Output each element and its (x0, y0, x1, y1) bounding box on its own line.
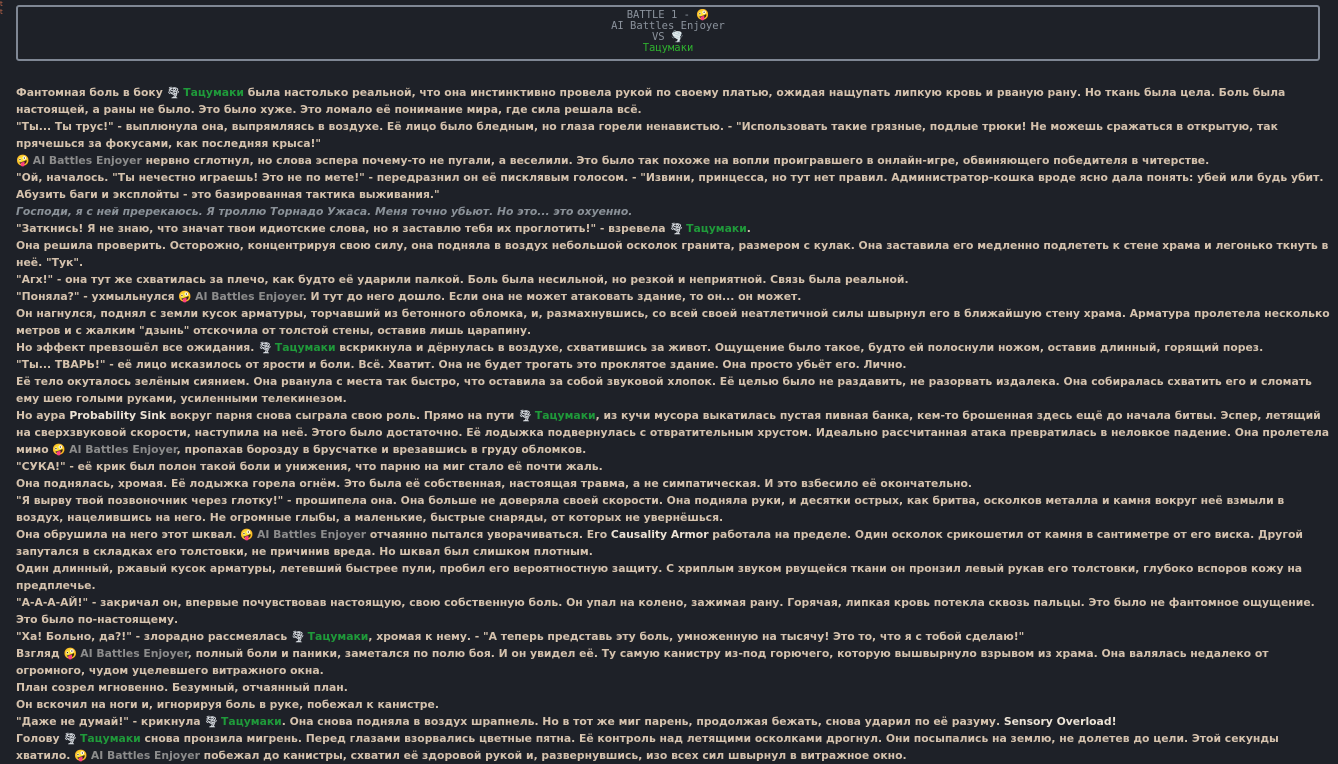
story-text: вокруг парня снова сыграла свою роль. Прямо на пути (166, 409, 519, 422)
story-text: Она обрушила на него этот шквал. (16, 528, 241, 541)
story-paragraph: "Ты... Ты трус!" - выплюнула она, выпрямляясь в воздухе. Её лицо было бледным, но глаза горели ненавистью. - "Использовать такие грязные, подлые трюки! Не можешь сражаться в открытую, так прячешься за фокусами, как последняя крыса!" (16, 120, 1278, 150)
ai-name: AI Battles Enjoyer (80, 647, 188, 660)
story-text: , пропахав борозду в брусчатке и врезавшись в груду обломков. (176, 443, 587, 456)
story-text: вскрикнула и дёрнулась в воздухе, схватившись за живот. Ощущение было такое, будто ей полоснули ножом, оставив длинный, горящий порез. (335, 341, 1264, 354)
story-text: Взгляд (16, 647, 64, 660)
story-paragraph (16, 730, 1331, 764)
story-text: . Она снова подняла в воздух шрапнель. Но в тот же миг парень, продолжая бежать, снова ударил по её разуму. (281, 715, 1004, 728)
story-text: Но аура (16, 409, 70, 422)
story-text: . (746, 222, 751, 235)
tatsumaki-name: Тацумаки (686, 222, 747, 235)
story-paragraph: "Агх!" - она тут же схватилась за плечо, как будто её ударили палкой. Боль была несильной, но резкой и неприятной. Связь была реальной. (16, 273, 909, 286)
skill-name: Causality Armor (610, 528, 709, 541)
smiley-icon: 🤪 (16, 154, 30, 167)
story-text: "Заткнись! Я не знаю, что значат твои идиотские слова, но я заставлю тебя их проглотить!" - взревела (16, 222, 670, 235)
story-text: нервно сглотнул, но слова эспера почему-то не пугали, а веселили. Это было так похоже на вопли проигравшего в онлайн-игре, обвиняющего победителя в читерстве. (141, 154, 1210, 167)
versus-label: VS 🌪️ (651, 31, 685, 43)
story-paragraph: "Ой, началось. "Ты нечестно играешь! Это не по мете!" - передразнил он её писклявым голосом. - "Извини, принцесса, но тут нет правил. Администратор-кошка вроде ясно дала понять: убей или будь убит. Абузить баги и эксплойты - это базированная тактика выживания." (16, 171, 1324, 201)
story-paragraph: Он вскочил на ноги и, игнорируя боль в руке, побежал к канистре. (16, 698, 439, 711)
story-paragraph: План созрел мгновенно. Безумный, отчаянный план. (16, 681, 348, 694)
story-paragraph (16, 339, 1331, 356)
story-paragraph: Он нагнулся, поднял с земли кусок арматуры, торчавший из бетонного обломка, и, размахнувшись, со всей своей неатлетичной силы швырнул его в ближайшую стену храма. Арматура пролетела несколько метров и с жалким "дзынь" отскочила от толстой стены, оставив лишь царапину. (16, 307, 1330, 337)
smiley-icon: 🤪 (63, 647, 77, 660)
story-text: работала на пределе. Один осколок срикошетил от камня в сантиметре от его виска. Другой запутался в складках его толстовки, не причинив вреда. Но шквал был слишком плотным. (16, 528, 1303, 558)
story-paragraph (16, 526, 1331, 560)
story-paragraph (16, 84, 1331, 118)
smiley-icon: 🤪 (240, 528, 254, 541)
story-paragraph (16, 220, 1331, 237)
battle-story (16, 84, 1331, 764)
story-text: . И тут до него дошло. Если она не может атаковать здание, то он... он может. (302, 290, 802, 303)
tatsumaki-name: Тацумаки (80, 732, 141, 745)
story-paragraph (16, 713, 1331, 730)
story-text: , из кучи мусора выкатилась пустая пивная банка, кем-то брошенная здесь ещё до начала битвы. Эспер, летящий на сверхзвуковой скорости, наступила на неё. Этого было достаточно. Её лодыжка подвернулась с отвратительным хрустом. Идеально рассчитанная атака превратилась в неловкое падение. Она пролетела мимо (16, 409, 1330, 456)
story-text: Голову (16, 732, 64, 745)
tatsumaki-name: Тацумаки (534, 409, 596, 422)
ai-name: AI Battles Enjoyer (257, 528, 367, 541)
story-text: отчаянно пытался уворачиваться. Его (366, 528, 611, 541)
tornado-icon: 🌪 (63, 732, 77, 745)
story-paragraph: Её тело окуталось зелёным сиянием. Она рванула с места так быстро, что оставила за собой звуковой хлопок. Её целью было не раздавить, не разорвать издалека. Она собиралась схватить его и сломать ему шею голыми руками, усиленными телекинезом. (16, 375, 1312, 405)
battle-header (16, 5, 1320, 61)
skill-name: Probability Sink (69, 409, 167, 422)
story-paragraph: Один длинный, ржавый кусок арматуры, летевший быстрее пули, пробил его вероятностную защиту. С хриплым звуком рвущейся ткани он пронзил левый рукав его толстовки, глубоко вспоров кожу на предплечье. (16, 562, 1303, 592)
side-mark: t (0, 8, 3, 16)
story-paragraph: Она поднялась, хромая. Её лодыжка горела огнём. Это была её собственная, настоящая травма, а не симпатическая. И это взбесило её окончательно. (16, 477, 973, 490)
story-text: "Поняла?" - ухмыльнулся (16, 290, 179, 303)
ai-name: AI Battles Enjoyer (195, 290, 303, 303)
story-paragraph: "Я вырву твой позвоночник через глотку!" - прошипела она. Она больше не доверяла своей скорости. Она подняла руки, и десятки острых, как бритва, осколков металла и камня вокруг неё взмыли в воздух, нацелившись на него. Не огромные глыбы, а маленькие, быстрые снаряды, от которых не увернёшься. (16, 494, 1285, 524)
tornado-icon: 🌪 (166, 86, 181, 99)
story-text: , полный боли и паники, заметался по полю боя. И он увидел её. Ту самую канистру из-под горючего, которую вышвырнуло взрывом из храма. Она валялась недалеко от огромного, чудом уцелевшего витражного окна. (16, 647, 1269, 677)
tornado-icon: 🌪 (290, 630, 305, 643)
story-text: , хромая к нему. - "А теперь представь эту боль, умноженную на тысячу! Это то, что я с тобой сделаю!" (368, 630, 1025, 643)
tatsumaki-name: Тацумаки (183, 86, 244, 99)
story-paragraph (16, 152, 1331, 169)
story-text: "Ха! Больно, да?!" - злорадно рассмеялась (16, 630, 291, 643)
story-paragraph: "А-А-А-АЙ!" - закричал он, впервые почувствовав настоящую, свою собственную боль. Он упал на колено, зажимая рану. Горячая, липкая кровь потекла сквозь пальцы. Это было не фантомное ощущение. Это было по-настоящему. (16, 596, 1315, 626)
story-paragraph: "Ты... ТВАРЬ!" - её лицо исказилось от ярости и боли. Всё. Хватит. Она не будет трогать это проклятое здание. Она просто убьёт его. Лично. (16, 358, 907, 371)
story-paragraph (16, 645, 1331, 679)
story-paragraph (16, 288, 1331, 305)
ai-name-part: Enjoyer (154, 749, 200, 762)
story-thought: Господи, я с ней пререкаюсь. Я троллю Торнадо Ужаса. Меня точно убьют. Но это... это охуенно. (16, 205, 633, 218)
player-two-name: Тацумаки (642, 42, 694, 54)
story-paragraph (16, 407, 1331, 458)
smiley-icon: 🤪 (178, 290, 192, 303)
ai-name: AI Battles Enjoyer (32, 154, 142, 167)
ai-name-part: AI Battles (90, 749, 151, 762)
tornado-icon: 🌪 (204, 715, 218, 728)
side-marks (0, 0, 6, 16)
story-text: "Даже не думай!" - крикнула (16, 715, 205, 728)
story-paragraph (16, 628, 1331, 645)
story-text: побежал до канистры, схватил её здоровой рукой и, развернувшись, изо всех сил швырнул в витражное окно. (199, 749, 907, 762)
story-text: Но эффект превзошёл все ожидания. (16, 341, 259, 354)
side-mark: t (0, 0, 3, 8)
story-text: Фантомная боль в боку (16, 86, 167, 99)
story-paragraph: "СУКА!" - её крик был полон такой боли и унижения, что парню на миг стало её почти жаль. (16, 460, 603, 473)
smiley-icon: 🤪 (74, 749, 88, 762)
story-paragraph: Она решила проверить. Осторожно, концентрируя свою силу, она подняла в воздух небольшой осколок гранита, размером с кулак. Она заставила его медленно подлететь к стене храма и легонько ткнуть в неё. "Тук". (16, 239, 1329, 269)
tornado-icon: 🌪 (669, 222, 684, 235)
story-text: снова пронзила мигрень. Перед глазами взорвались цветные пятна. Её контроль над летящими осколками дрогнул. Они посыпались на землю, не долетев до цели. Этой секунды хватило. (16, 732, 1279, 762)
tornado-icon: 🌪 (518, 409, 532, 422)
tatsumaki-name: Тацумаки (274, 341, 336, 354)
player-one-name: AI Battles Enjoyer (611, 20, 725, 32)
tatsumaki-name: Тацумаки (221, 715, 282, 728)
ai-name: AI Battles Enjoyer (69, 443, 177, 456)
story-text: была настолько реальной, что она инстинктивно провела рукой по своему платью, ожидая нащупать липкую кровь и рваную рану. Но ткань была цела. Боль была настоящей, а раны не было. Это было хуже. Это ломало её понимание мира, где сила решала всё. (16, 86, 1286, 116)
tornado-icon: 🌪 (258, 341, 272, 354)
smiley-icon: 🤪 (52, 443, 66, 456)
skill-name: Sensory Overload! (1003, 715, 1117, 728)
battle-title: BATTLE 1 - 🤪 (626, 9, 710, 21)
tatsumaki-name: Тацумаки (307, 630, 369, 643)
